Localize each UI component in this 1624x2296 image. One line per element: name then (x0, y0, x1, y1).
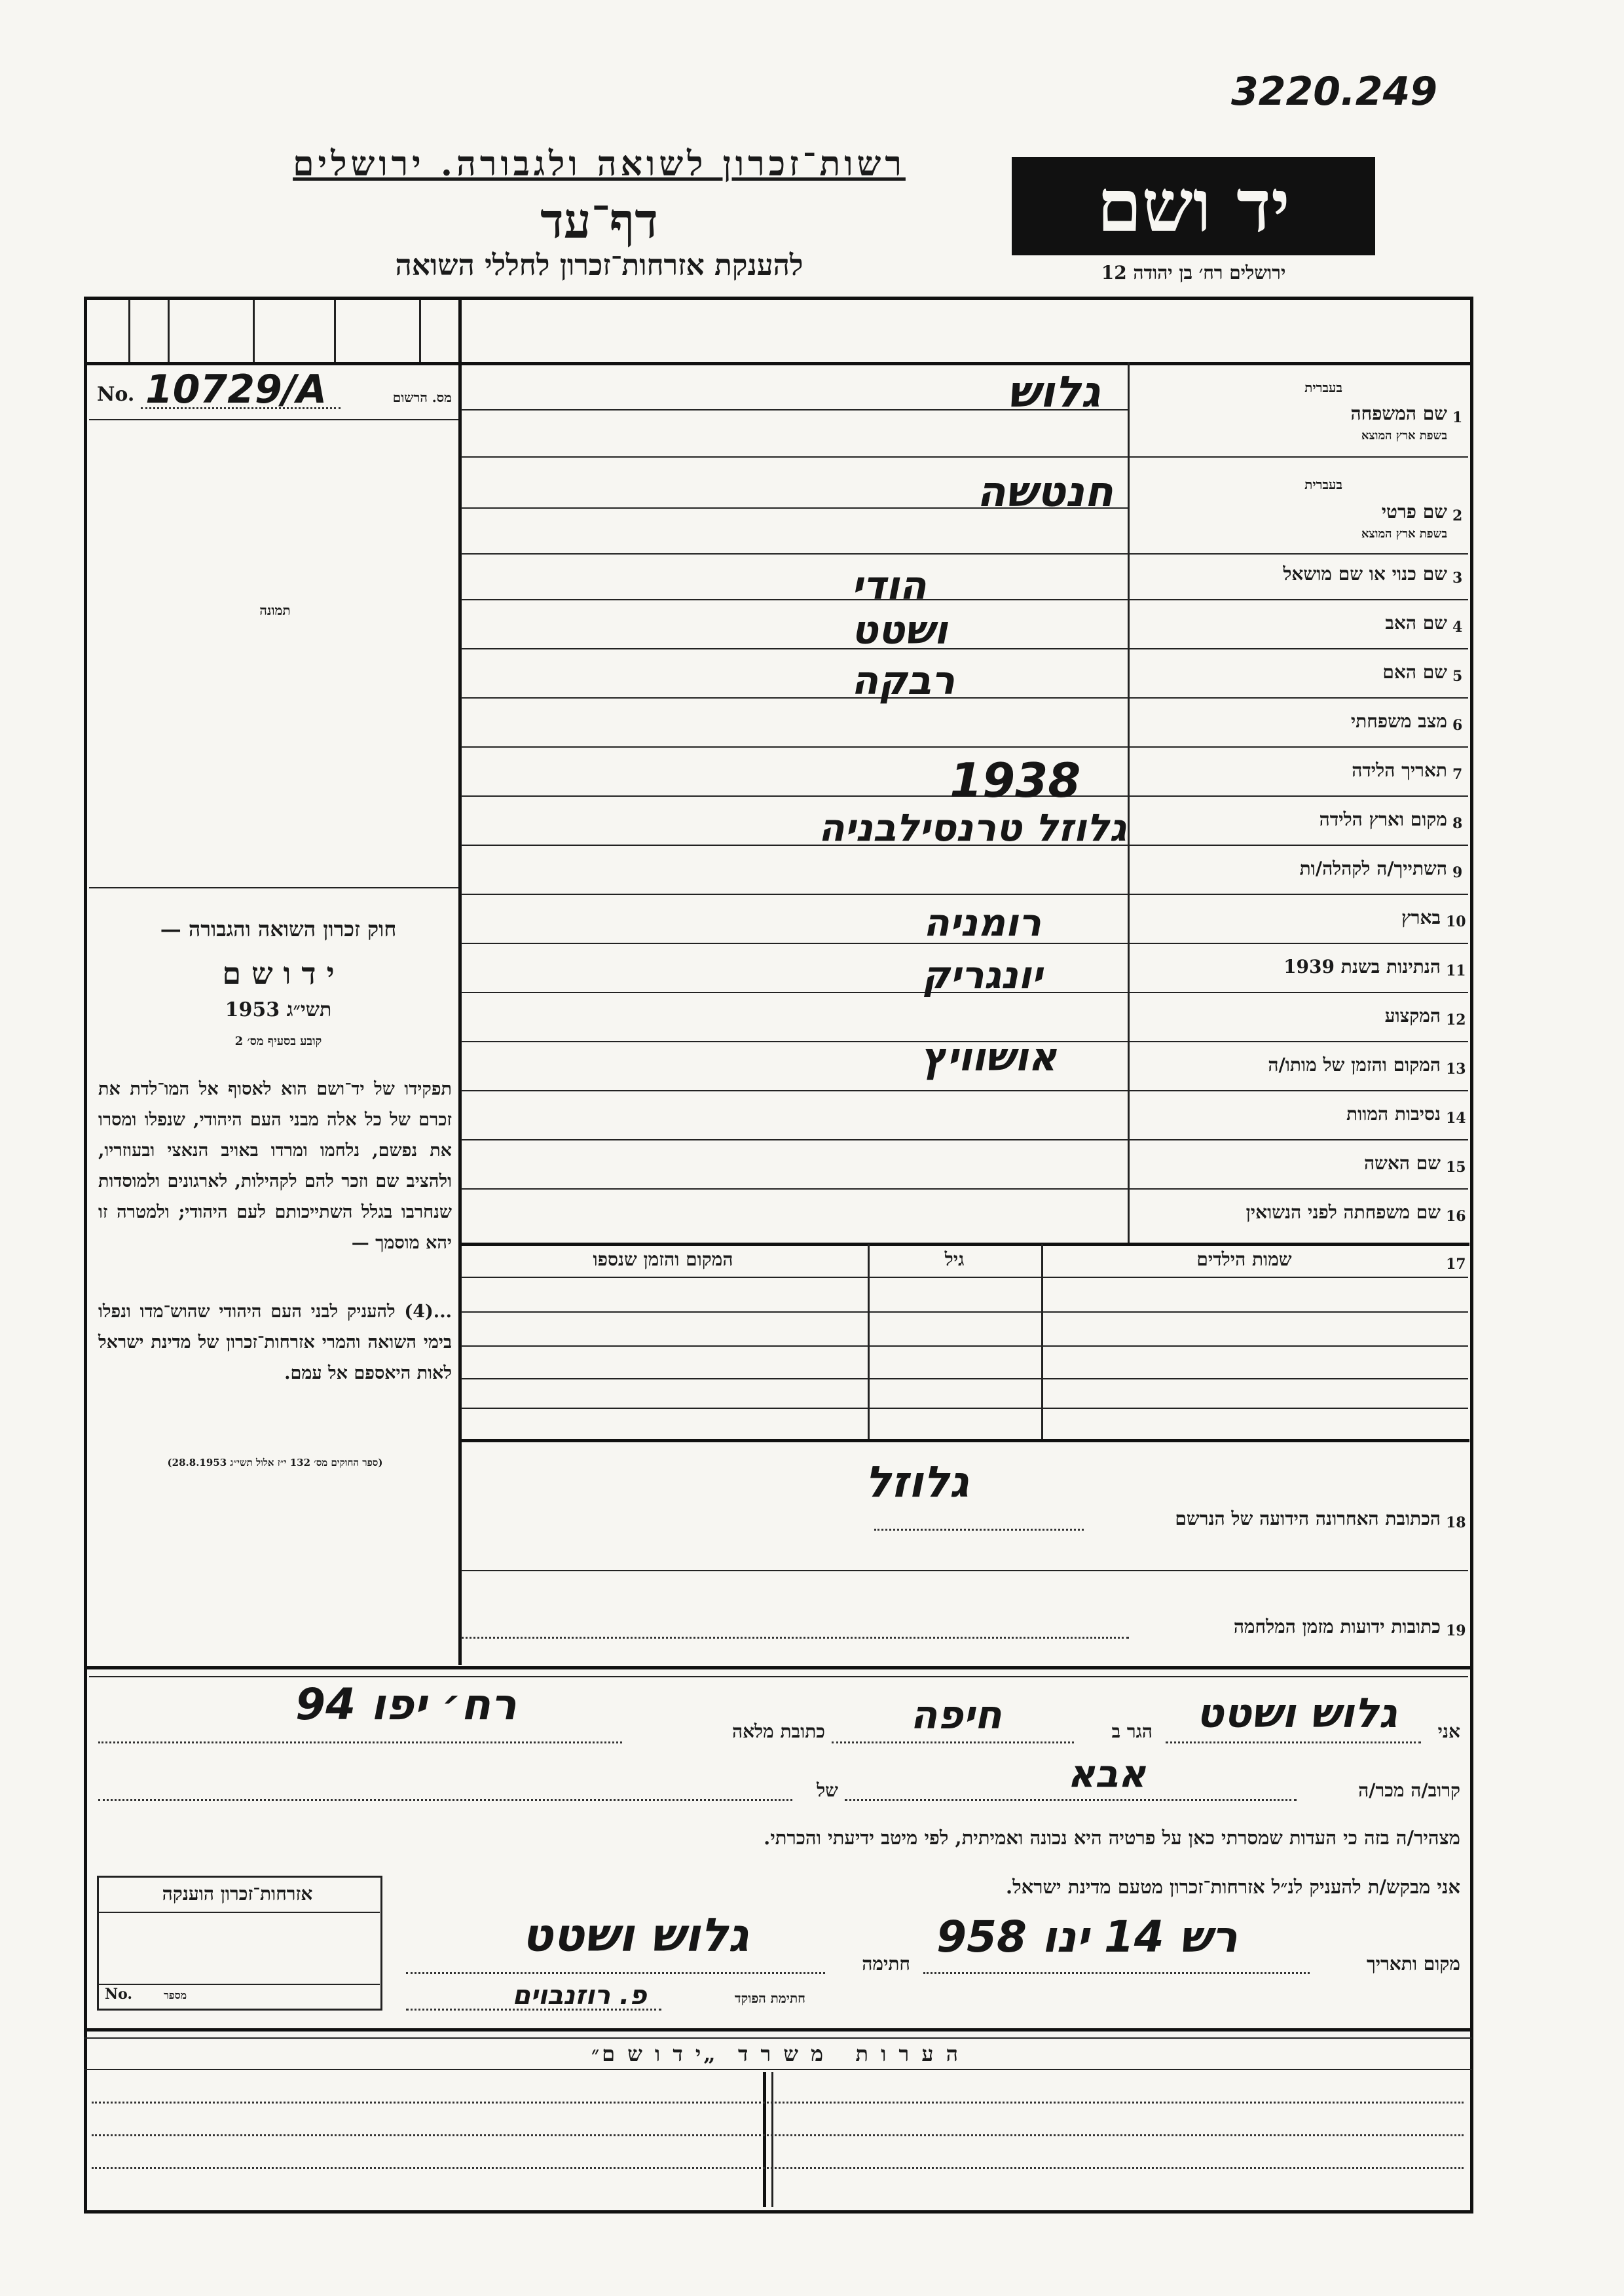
photo-label: תמונה (259, 602, 291, 618)
field-13-label: המקום והזמן של מותו/ה (1268, 1054, 1441, 1076)
field-12-number: 12 (1446, 1011, 1466, 1029)
field-16-label: שם משפחתה לפני הנשואין (1246, 1201, 1441, 1223)
field-10-value: רומניה (923, 900, 1041, 945)
field-7-number: 7 (1452, 766, 1463, 783)
declaration-line-2: אני מבקש/ת להעניק לנ״ל אזרחות־זכרון מטעם מדינת ישראל. (1006, 1876, 1460, 1898)
field-2-sub-origin: בשפת ארץ המוצא (1361, 527, 1447, 541)
field-4-label: שם האב (1385, 612, 1447, 634)
place-date-value: רש 14 ינו 958 (936, 1912, 1238, 1962)
registration-number: 10729/A (145, 367, 327, 412)
law-title: חוק זכרון השואה והגבורה — (160, 917, 397, 941)
registration-label: מס. הרשום (392, 390, 452, 405)
office-notes-header: ה ע ר ו ת מ ש ר ד „י ד ו ש ם״ (591, 2041, 961, 2066)
field-11-number: 11 (1446, 962, 1466, 979)
officer-signature-label: חתימת הפוקד (734, 1990, 805, 2006)
address-label: כתובת מלאה (731, 1721, 825, 1742)
field-7-value: 1938 (950, 753, 1081, 808)
declarant-name: גלוש ושטט (1196, 1689, 1397, 1737)
field-8-label: מקום וארץ הלידה (1319, 809, 1447, 830)
field-4-value: ושטט (851, 608, 948, 653)
law-text: תפקידו של יד־ושם הוא לאסוף אל המו־לדת את זכרם של כל אלה מבני העם היהודי, שנפלו ומסרו את נפשם, נלחמו ומרדו באויב הנאצי ובעוזריו, ולהציב שם וזכר להם לקהילות, לארגונים ולמוסדות שנחרבו בגלל השתייכותם לעם היהודי; ולמטרה זו יהא מוסמך — (98, 1079, 452, 1253)
org-address: ירושלים רח׳ בן יהודה 12 (1101, 262, 1286, 283)
declaration-line-1: מצהיר/ה בזה כי העדות שמסרתי כאן על פרטיה היא נכונה ואמיתית, לפי מיטב ידיעתי והכרתי. (764, 1827, 1460, 1849)
registration-no-label: No. (97, 383, 135, 406)
field-10-number: 10 (1446, 913, 1466, 930)
declaration-ani: אני (1437, 1721, 1460, 1742)
field-2-number: 2 (1452, 507, 1463, 524)
field-19-number: 19 (1446, 1622, 1466, 1639)
field-1-sub-origin: בשפת ארץ המוצא (1361, 429, 1447, 443)
field-1-label: שם המשפחה (1350, 403, 1447, 424)
field-1-value: גלוש (1007, 367, 1100, 417)
signature-label: חתימה (862, 1953, 910, 1975)
field-18-number: 18 (1446, 1514, 1466, 1531)
field-4-number: 4 (1452, 619, 1463, 636)
field-11-label: הנתינות בשנת 1939 (1283, 956, 1441, 977)
field-13-number: 13 (1446, 1061, 1466, 1078)
field-9-number: 9 (1452, 864, 1463, 881)
law-reference: (ספר החוקים מס׳ 132 י״ז אלול תשי״ג 28.8.1953) (167, 1457, 383, 1468)
field-9-label: השתייך/ה לקהלה/ות (1299, 858, 1447, 879)
field-2-value: חנטשה (976, 468, 1113, 517)
field-6-label: מצב משפחתי (1350, 710, 1447, 732)
children-place-header: המקום והזמן שנספו (593, 1248, 733, 1270)
law-clause: קובע בסעיף מס׳ 2 (234, 1034, 322, 1048)
relative-value: אבא (1067, 1751, 1146, 1796)
officer-signature-value: פ. רוזנבוים (512, 1980, 647, 2011)
field-14-label: נסיבות המוות (1346, 1103, 1441, 1125)
field-14-number: 14 (1446, 1110, 1466, 1127)
field-8-number: 8 (1452, 815, 1463, 832)
law-name: י ד ו ש ם (222, 956, 335, 991)
field-16-number: 16 (1446, 1208, 1466, 1225)
children-names-header: שמות הילדים (1196, 1248, 1292, 1270)
place-date-label: מקום ותאריך (1366, 1953, 1460, 1975)
field-11-value: יונגריק (922, 953, 1043, 997)
declarant-address: רח׳ יפו 94 (295, 1679, 517, 1730)
citizenship-box-title: אזרחות־זכרון הוענקה (162, 1883, 313, 1904)
field-18-label: הכתובת האחרונה הידועה של הנרשם (1175, 1508, 1441, 1529)
field-8-value: גלוזל טרנסילבניה (818, 805, 1126, 850)
of-label: של (817, 1779, 838, 1801)
field-7-label: תאריך הלידה (1352, 759, 1447, 781)
field-5-value: רבקה (851, 658, 955, 704)
declaration-residing: הגר ב (1111, 1721, 1153, 1742)
field-5-number: 5 (1452, 668, 1463, 685)
field-17-number: 17 (1446, 1256, 1466, 1273)
archive-number-stamp: 3220.249 (1231, 69, 1438, 115)
form-subtitle: להענקת אזרחות־זכרון לחללי השואה (395, 249, 803, 282)
relative-label: קרוב/ה מכר/ה (1358, 1779, 1460, 1801)
field-15-number: 15 (1446, 1159, 1466, 1176)
field-6-number: 6 (1452, 717, 1463, 734)
field-19-label: כתובות ידועות מזמן המלחמה (1233, 1616, 1441, 1637)
field-2-label: שם פרטי (1381, 501, 1447, 522)
field-3-number: 3 (1452, 570, 1463, 587)
children-age-header: גיל (944, 1248, 965, 1270)
yad-vashem-logo: יד ושם (1012, 157, 1375, 255)
form-title: דף־עד (540, 193, 658, 249)
field-1-sub-hebrew: בעברית (1304, 380, 1342, 395)
field-18-value: גלוזל (864, 1457, 969, 1507)
law-text-2: ...(4) להעניק לבני העם היהודי שהוש־מדו ונפלו בימי השואה והמרי אזרחות־זכרון של מדינת ישראל לאות היאספם אל עמם. (98, 1302, 452, 1383)
field-3-value: הודי (851, 563, 927, 609)
field-13-value: אושוויץ (921, 1034, 1057, 1080)
org-line: רשות־זכרון לשואה ולגבורה. ירושלים (293, 144, 906, 184)
field-12-label: המקצוע (1384, 1005, 1441, 1027)
field-10-label: בארץ (1401, 907, 1441, 928)
law-year: תשי״ג 1953 (225, 998, 332, 1021)
field-15-label: שם האשה (1363, 1152, 1441, 1174)
field-5-label: שם האם (1382, 661, 1447, 683)
field-1-number: 1 (1452, 409, 1463, 426)
citizenship-number-label: מספר (164, 1989, 187, 2001)
field-3-label: שם כנוי או שם מושאל (1283, 563, 1447, 585)
field-2-sub-hebrew: בעברית (1304, 477, 1342, 492)
declarant-city: חיפה (910, 1692, 1002, 1738)
signature-value: גלוש ושטט (522, 1908, 748, 1962)
citizenship-no-label: No. (105, 1986, 133, 2003)
